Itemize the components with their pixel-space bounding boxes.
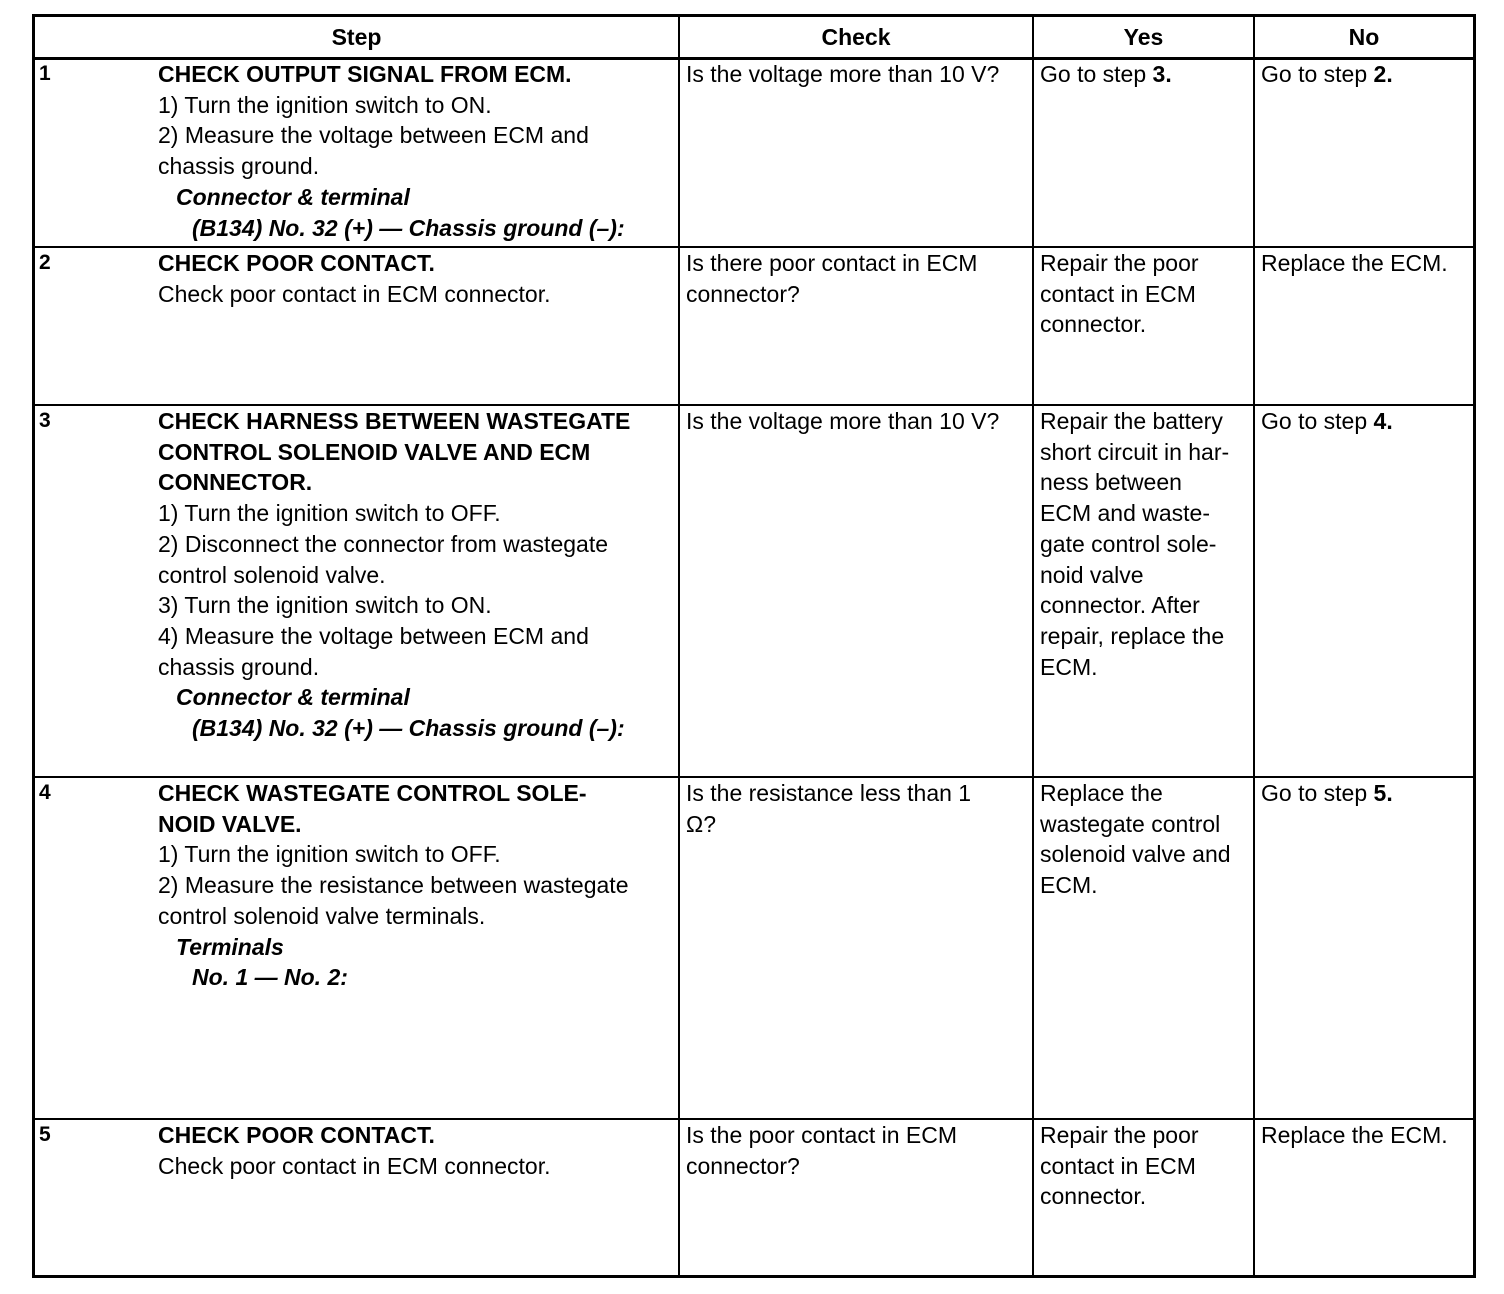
yes-line: ness between [1040,469,1182,496]
no-cell [1261,778,1473,809]
step-line: 2) Measure the voltage between ECM and [158,122,589,149]
step-number: 5 [39,1123,51,1146]
spec-value: (B134) No. 32 (+) — Chassis ground (–): [192,214,625,241]
step-line: 4) Measure the voltage between ECM and [158,622,589,649]
check-line: Is there poor contact in ECM [686,250,978,276]
step-line: chassis ground. [158,653,320,680]
yes-step-ref: 3 [1152,61,1166,87]
no-text: Go to step [1261,61,1374,87]
spec-label: Terminals [176,933,284,960]
no-cell [1261,406,1473,437]
no-cell [1261,59,1473,90]
step-title: CHECK WASTEGATE CONTROL SOLE- [158,780,587,806]
check-line: Ω? [686,810,716,837]
step-title: CHECK HARNESS BETWEEN WASTEGATE [158,408,631,434]
step-number: 4 [39,781,51,804]
yes-cell [1040,248,1254,340]
no-text: Go to step [1261,780,1374,806]
yes-line: Repair the battery [1040,408,1223,434]
step-line: chassis ground. [158,153,320,180]
step-title: CHECK POOR CONTACT. [158,1122,435,1148]
yes-line: Replace the [1040,780,1163,806]
yes-line: ECM. [1040,653,1098,680]
step-cell [158,406,678,744]
step-cell [158,778,678,993]
spec-value: (B134) No. 32 (+) — Chassis ground (–): [192,715,625,742]
no-cell [1261,1120,1473,1151]
step-cell [158,59,678,243]
yes-cell [1040,406,1254,682]
step-line: 2) Measure the resistance between wastegate [158,872,629,899]
header-step: Step [331,24,382,50]
yes-line: ECM. [1040,872,1098,899]
no-step-ref: 4 [1373,408,1387,434]
yes-line: gate control sole- [1040,530,1217,557]
header-yes: Yes [1123,24,1164,50]
step-title: CONTROL SOLENOID VALVE AND ECM [158,438,591,465]
check-line: Is the poor contact in ECM [686,1122,958,1148]
yes-period: . [1165,61,1172,87]
step-line: Check poor contact in ECM connector. [158,1152,551,1179]
yes-line: wastegate control [1040,810,1221,837]
no-line: Replace the ECM. [1261,250,1448,276]
yes-cell [1040,1120,1254,1212]
step-title: CHECK POOR CONTACT. [158,250,435,276]
diagnostic-table [32,14,1476,1278]
no-period: . [1386,61,1393,87]
step-line: 2) Disconnect the connector from wastegate [158,530,609,557]
check-line: Is the resistance less than 1 [686,780,972,806]
step-line: 1) Turn the ignition switch to OFF. [158,841,501,868]
step-line: control solenoid valve terminals. [158,902,486,929]
step-title: CHECK OUTPUT SIGNAL FROM ECM. [158,61,572,87]
no-text: Go to step [1261,408,1374,434]
check-line: connector? [686,280,800,307]
yes-line: noid valve [1040,561,1144,588]
yes-text: Go to step [1040,61,1153,87]
check-line: Is the voltage more than 10 V? [686,61,1000,87]
no-step-ref: 2 [1373,61,1387,87]
yes-line: connector. [1040,1183,1147,1210]
step-line: 1) Turn the ignition switch to OFF. [158,500,501,527]
check-cell [686,406,1032,437]
spec-label: Connector & terminal [176,684,410,711]
step-title: NOID VALVE. [158,810,302,837]
yes-line: connector. After [1040,592,1200,619]
check-cell [686,59,1032,90]
yes-line: Repair the poor [1040,250,1199,276]
step-number: 1 [39,62,51,85]
header-check: Check [821,24,891,50]
yes-line: ECM and waste- [1040,500,1211,527]
no-step-ref: 5 [1373,780,1387,806]
check-cell [686,1120,1032,1181]
step-line: Check poor contact in ECM connector. [158,280,551,307]
no-period: . [1386,408,1393,434]
step-number: 3 [39,409,51,432]
yes-line: repair, replace the [1040,622,1225,649]
step-line: 1) Turn the ignition switch to ON. [158,91,492,118]
yes-line: solenoid valve and [1040,841,1231,868]
spec-label: Connector & terminal [176,183,410,210]
check-cell [686,778,1032,839]
no-line: Replace the ECM. [1261,1122,1448,1148]
step-line: control solenoid valve. [158,561,386,588]
step-cell [158,1120,678,1181]
check-line: connector? [686,1152,800,1179]
yes-line: short circuit in har- [1040,438,1230,465]
no-period: . [1386,780,1393,806]
header-no: No [1348,24,1380,50]
no-cell [1261,248,1473,279]
yes-cell [1040,778,1254,901]
step-cell [158,248,678,309]
spec-value: No. 1 — No. 2: [192,964,348,991]
step-title: CONNECTOR. [158,469,313,496]
yes-line: connector. [1040,311,1147,338]
check-cell [686,248,1032,309]
column-divider [1032,17,1034,1275]
yes-line: Repair the poor [1040,1122,1199,1148]
yes-cell [1040,59,1254,90]
column-divider [678,17,680,1275]
step-number: 2 [39,251,51,274]
step-line: 3) Turn the ignition switch to ON. [158,592,492,619]
check-line: Is the voltage more than 10 V? [686,408,1000,434]
yes-line: contact in ECM [1040,280,1196,307]
yes-line: contact in ECM [1040,1152,1196,1179]
